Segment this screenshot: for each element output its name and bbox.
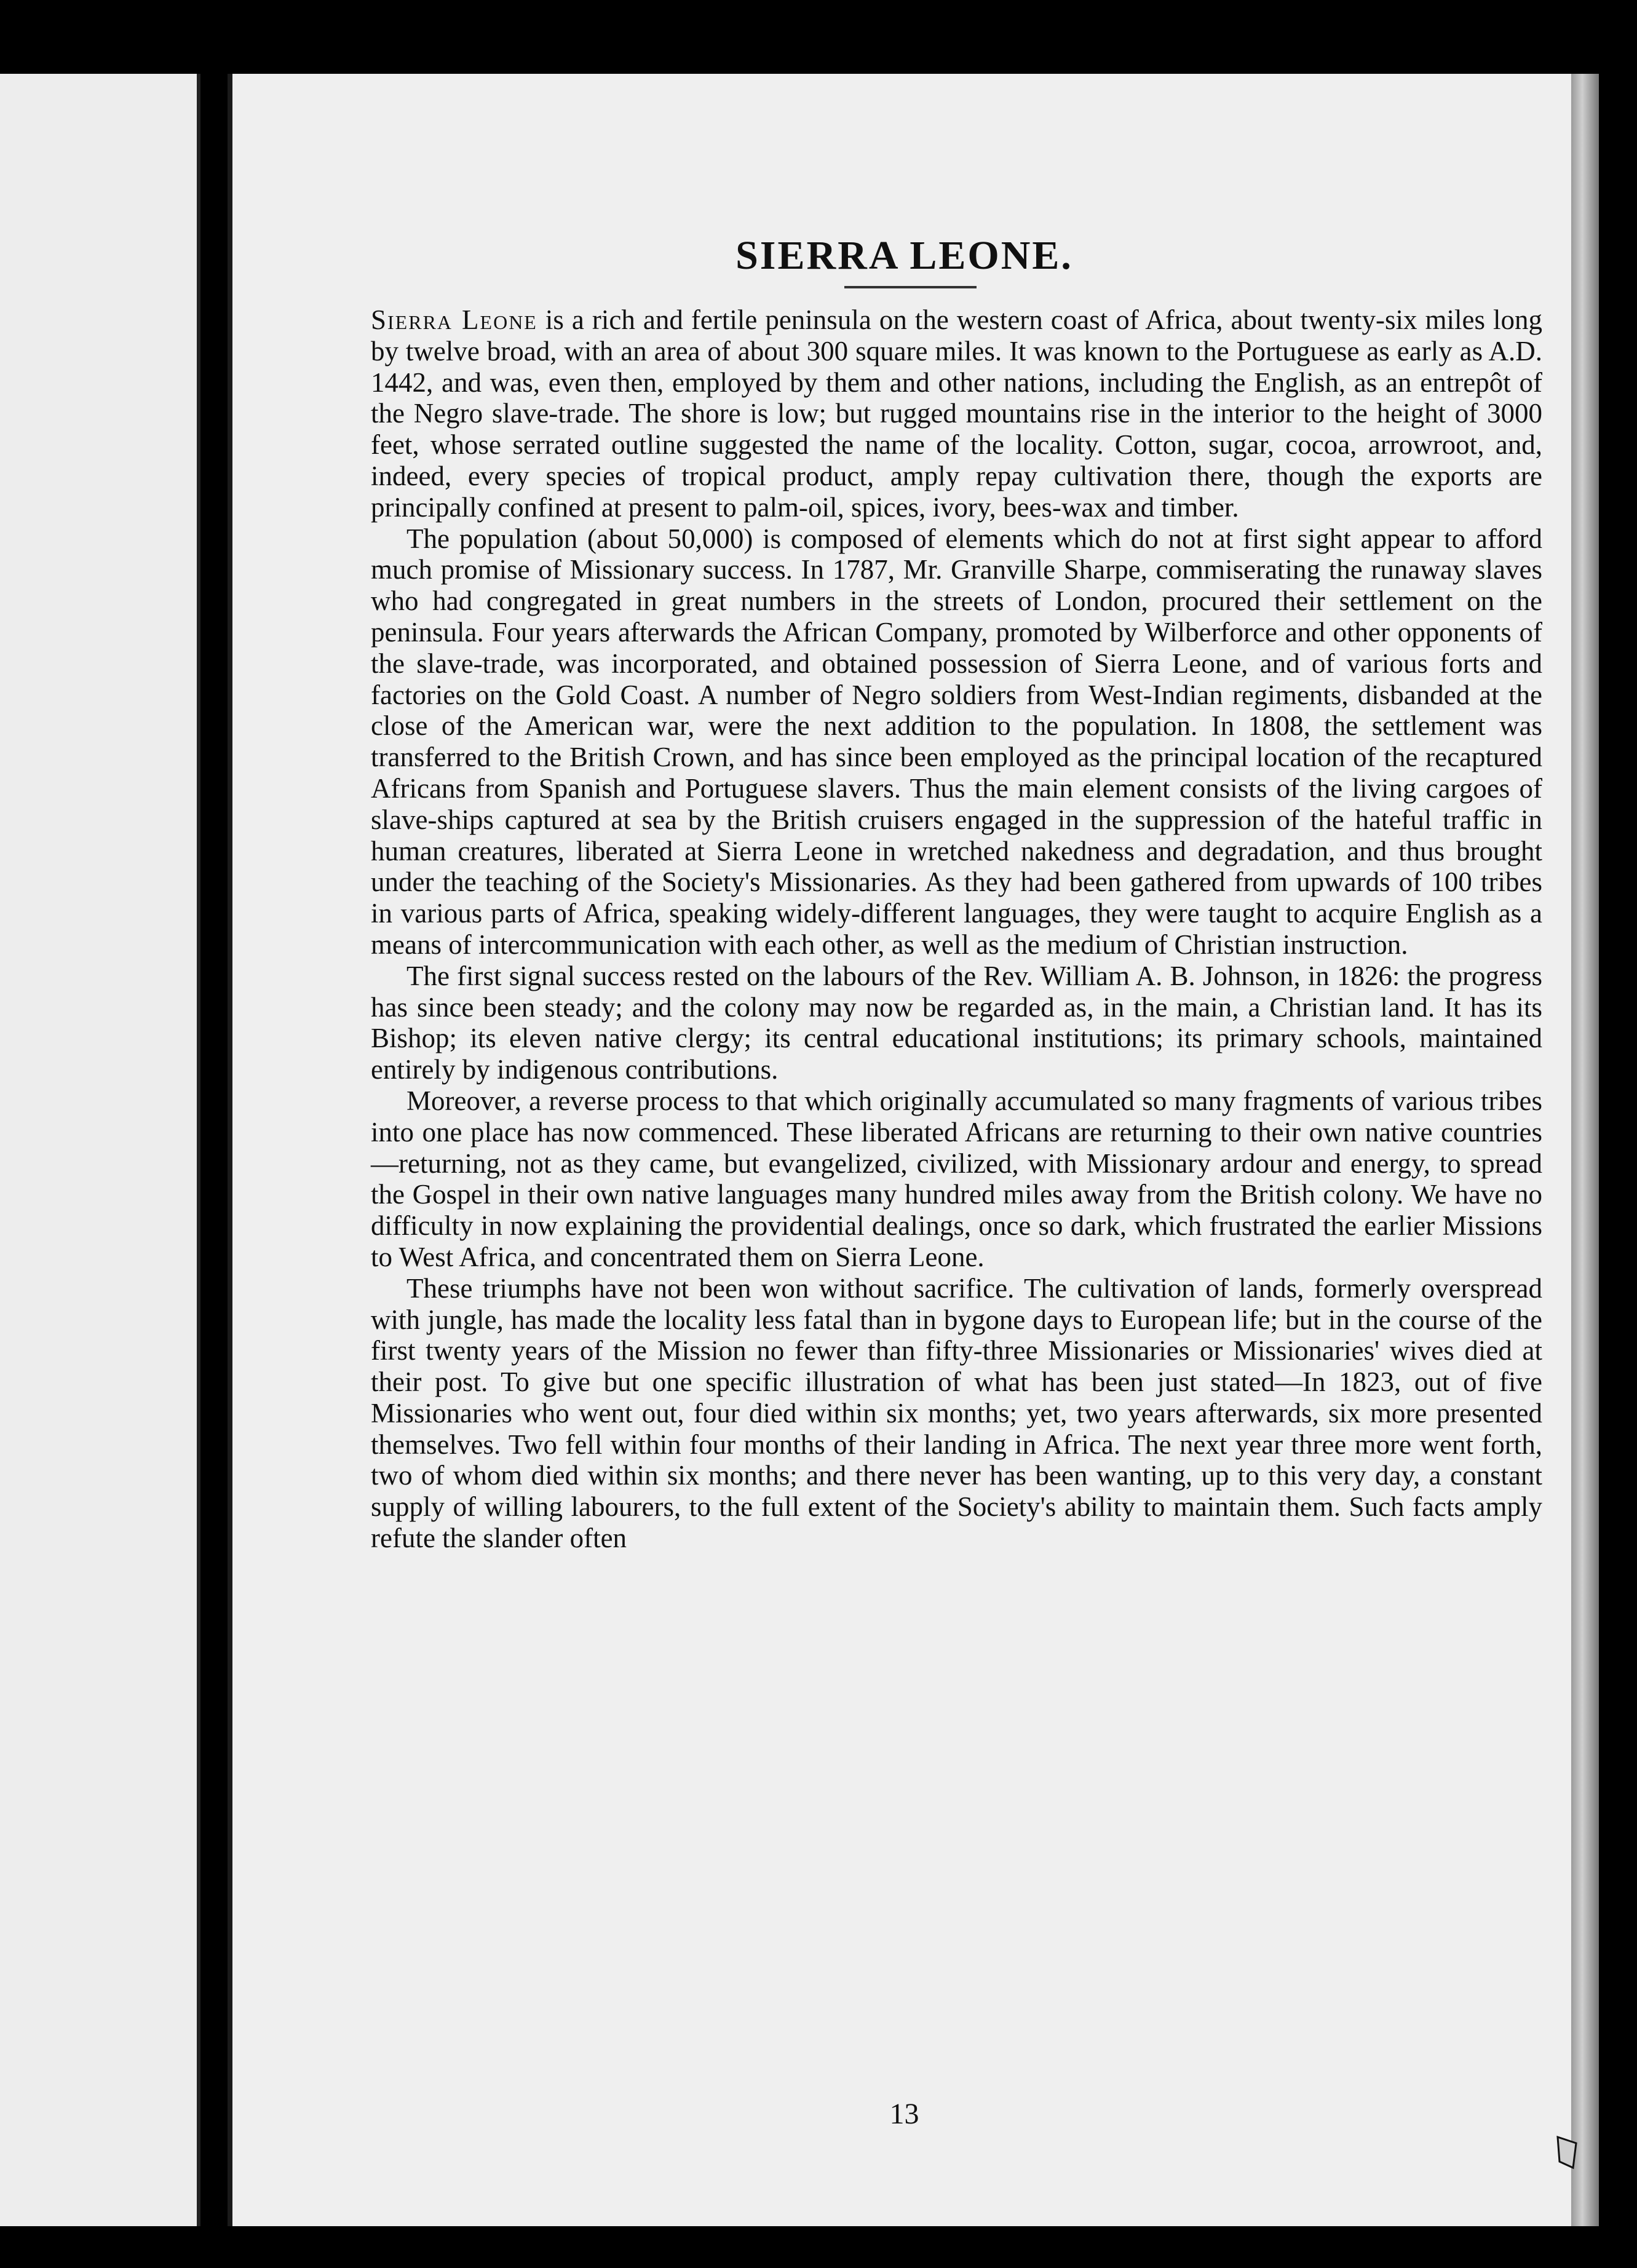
lead-words: Sierra Leone: [371, 304, 537, 335]
paragraph-4: Moreover, a reverse process to that which originally accumulated so many fragments of various tribes into one place has now commenced. These liberated Africans are returning to their own native countries—returning, not as they came, but evangelized, civilized, with Missionary ardour and energy, to spread the Gospel in their own native languages many hundred miles away from the British colony. We have no difficulty in now explaining the providential dealings, once so dark, which frustrated the earlier Missions to West Africa, and concentrated them on Sierra Leone.: [371, 1085, 1542, 1272]
body-text: [371, 304, 1542, 1554]
paragraph-2: The population (about 50,000) is composed of elements which do not at first sight appear to afford much promise of Missionary success. In 1787, Mr. Granville Sharpe, commiserating the runaway slaves who had congregated in great numbers in the streets of London, procured their settlement on the peninsula. Four years afterwards the African Company, promoted by Wilberforce and other opponents of the slave-trade, was incorporated, and obtained possession of Sierra Leone, and of various forts and factories on the Gold Coast. A number of Negro soldiers from West-Indian regiments, disbanded at the close of the American war, were the next addition to the population. In 1808, the settlement was transferred to the British Crown, and has since been employed as the principal location of the recaptured Africans from Spanish and Portuguese slavers. Thus the main element consists of the living cargoes of slave-ships captured at sea by the British cruisers engaged in the suppression of the hateful traffic in human creatures, liberated at Sierra Leone in wretched nakedness and degradation, and thus brought under the teaching of the Society's Missionaries. As they had been gathered from upwards of 100 tribes in various parts of Africa, speaking widely-different languages, they were taught to acquire English as a means of intercommunication with each other, as well as the medium of Christian instruction.: [371, 523, 1542, 960]
page-title: SIERRA LEONE.: [735, 233, 1073, 278]
folded-corner-icon: [1555, 2134, 1579, 2171]
facing-page-edge: [0, 74, 200, 2226]
paragraph-1-text: is a rich and fertile peninsula on the western coast of Africa, about twenty-six miles long by twelve broad, with an area of about 300 square miles. It was known to the Portuguese as early as A.D. 1442, and was, even then, employed by them and other nations, including the English, as an entrepôt of the Negro slave-trade. The shore is low; but rugged mountains rise in the interior to the height of 3000 feet, whose serrated outline suggested the name of the locality. Cotton, sugar, cocoa, arrowroot, and, indeed, every species of tropical product, amply repay cultivation there, though the exports are principally confined at present to palm-oil, spices, ivory, bees-wax and timber.: [371, 304, 1543, 523]
page-stack-edge: [1571, 74, 1599, 2226]
paragraph-3: The first signal success rested on the labours of the Rev. William A. B. Johnson, in 1826: the progress has since been steady; and the colony may now be regarded as, in the main, a Christian land. It has its Bishop; its eleven native clergy; its central educational institutions; its primary schools, maintained entirely by indigenous contributions.: [371, 960, 1542, 1085]
page-number: 13: [889, 2098, 919, 2130]
paragraph-1: [371, 304, 1542, 523]
book-page: [228, 74, 1576, 2226]
title-rule: [844, 286, 977, 288]
paragraph-5: These triumphs have not been won without sacrifice. The cultivation of lands, formerly overspread with jungle, has made the locality less fatal than in bygone days to European life; but in the course of the first twenty years of the Mission no fewer than fifty-three Missionaries or Missionaries' wives died at their post. To give but one specific illustration of what has been just stated—In 1823, out of five Missionaries who went out, four died within six months; yet, two years afterwards, six more presented themselves. Two fell within four months of their landing in Africa. The next year three more went forth, two of whom died within six months; and there never has been wanting, up to this very day, a constant supply of willing labourers, to the full extent of the Society's ability to maintain them. Such facts amply refute the slander often: [371, 1272, 1542, 1554]
